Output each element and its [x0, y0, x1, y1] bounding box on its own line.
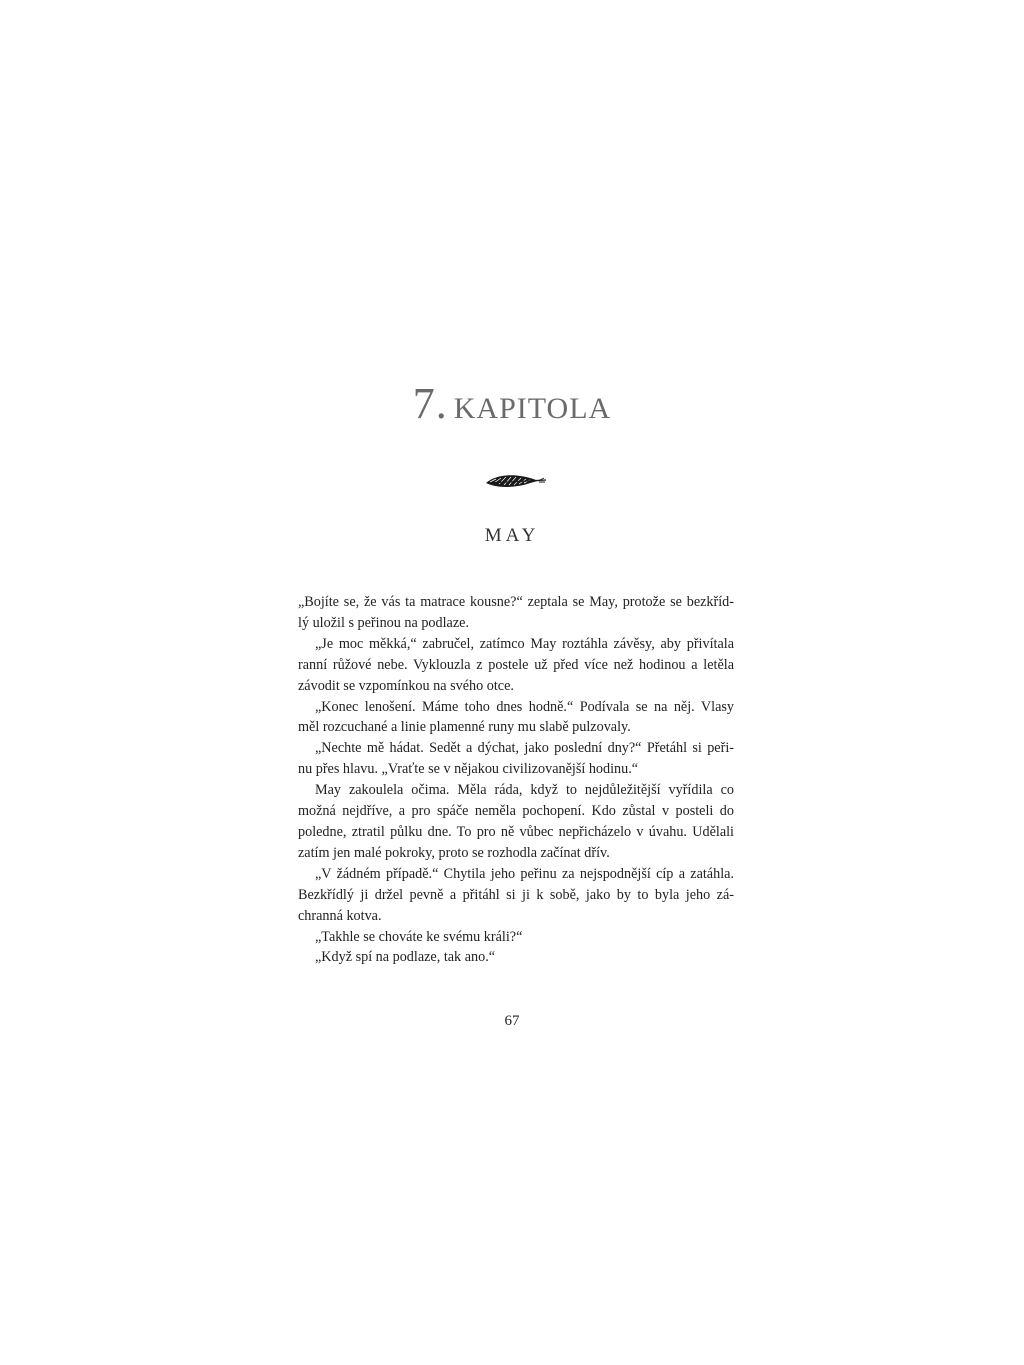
text-line: ranní růžové nebe. Vyklouzla z postele už před více než hodinou a letěla	[298, 656, 734, 673]
text-line: Bezkřídlý ji držel pevně a přitáhl si ji k sobě, jako by to byla jeho zá-	[298, 886, 734, 903]
chapter-body	[298, 592, 734, 968]
text-line: „Nechte mě hádat. Sedět a dýchat, jako poslední dny?“ Přetáhl si peři-	[315, 740, 734, 757]
text-line: „Takhle se chováte ke svému králi?“	[315, 928, 523, 945]
text-line: May zakoulela očima. Měla ráda, když to nejdůležitější vyřídila co	[315, 782, 734, 799]
text-line: lý uložil s peřinou na podlaze.	[298, 614, 469, 631]
pov-character-name: MAY	[484, 525, 540, 546]
text-line: „Je moc měkká,“ zabručel, zatímco May roztáhla závěsy, aby přivítala	[315, 635, 734, 652]
text-line: „Bojíte se, že vás ta matrace kousne?“ zeptala se May, protože se bezkříd-	[298, 594, 734, 610]
chapter-heading	[0, 378, 1024, 429]
text-line: „Když spí na podlaze, tak ano.“	[315, 949, 496, 966]
text-line: „V žádném případě.“ Chytila jeho peřinu za nejspodnější cíp a zatáhla.	[315, 865, 734, 882]
text-line: chranná kotva.	[298, 907, 382, 924]
text-line: možná nejdříve, a pro spáče neměla pochopení. Kdo zůstal v posteli do	[298, 803, 734, 820]
text-line: „Konec lenošení. Máme toho dnes hodně.“ Podívala se na něj. Vlasy	[315, 698, 734, 715]
text-line: zatím jen malé pokroky, proto se rozhodla začínat dřív.	[298, 844, 610, 861]
chapter-title: KAPITOLA	[453, 392, 612, 425]
text-line: nu přes hlavu. „Vraťte se v nějakou civilizovanější hodinu.“	[298, 761, 639, 778]
chapter-number: 7.	[412, 379, 448, 428]
feather-icon	[484, 470, 548, 492]
text-line: poledne, ztratil půlku dne. To pro ně vůbec nepřicházelo v úvahu. Udělali	[298, 823, 734, 840]
text-line: závodit se vzpomínkou na svého otce.	[298, 677, 514, 694]
text-line: měl rozcuchané a linie plamenné runy mu slabě pulzovaly.	[298, 719, 631, 736]
page-number: 67	[504, 1013, 520, 1029]
